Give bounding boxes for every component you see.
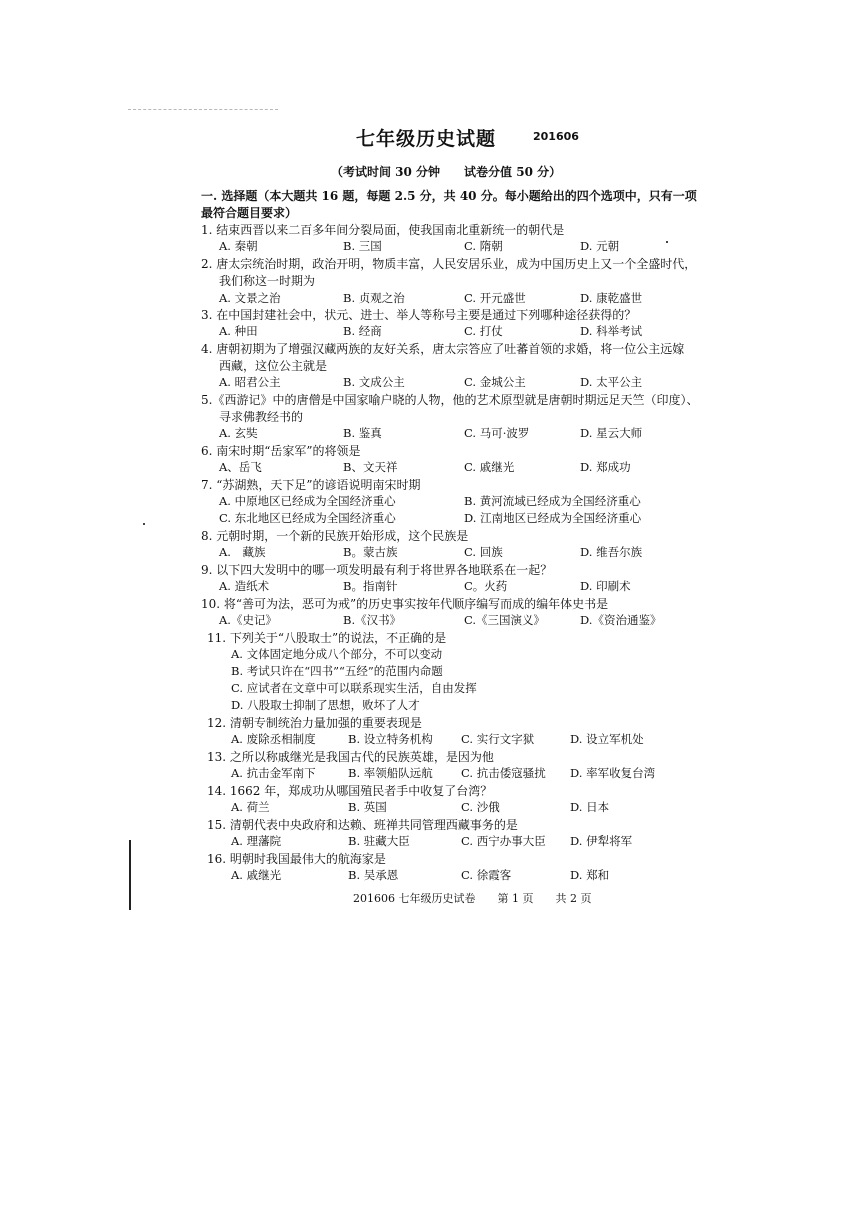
- question-1: 1. 结束西晋以来二百多年间分裂局面，使我国南北重新统一的朝代是: [201, 223, 565, 237]
- question-9: 9. 以下四大发明中的哪一项发明最有利于将世界各地联系在一起？: [201, 563, 553, 577]
- q6-option-a: A、岳飞: [219, 460, 262, 474]
- q12-option-b: B. 设立特务机构: [348, 732, 433, 746]
- q5-option-c: C. 马可·波罗: [464, 426, 530, 440]
- page-footer: 201606 七年级历史试卷 第 1 页 共 2 页: [353, 892, 592, 905]
- section-heading: 一. 选择题（本大题共 16 题，每题 2.5 分，共 40 分。每小题给出的四个选项中，只有一项: [201, 189, 697, 203]
- scan-edge-top: [128, 109, 278, 110]
- q14-option-b: B. 英国: [348, 800, 387, 814]
- q6-option-c: C. 戚继光: [464, 460, 515, 474]
- q2-option-c: C. 开元盛世: [464, 291, 526, 305]
- question-16: 16. 明朝时我国最伟大的航海家是: [207, 852, 386, 866]
- question-10: 10. 将“善可为法，恶可为戒”的历史事实按年代顺序编写而成的编年体史书是: [201, 597, 609, 611]
- question-7: 7. “苏湖熟，天下足”的谚语说明南宋时期: [201, 478, 421, 492]
- q11-option-d: D. 八股取士抑制了思想，败坏了人才: [231, 698, 420, 712]
- q9-option-a: A. 造纸术: [219, 579, 270, 593]
- q10-option-c: C.《三国演义》: [464, 613, 546, 627]
- question-5-cont: 寻求佛教经书的: [219, 410, 304, 424]
- q7-option-b: B. 黄河流域已经成为全国经济重心: [464, 494, 641, 508]
- scan-edge-left: [129, 840, 131, 910]
- section-heading-cont: 最符合题目要求）: [201, 206, 298, 220]
- q8-option-c: C. 回族: [464, 545, 503, 559]
- q12-option-a: A. 废除丞相制度: [231, 732, 316, 746]
- q9-option-c: C。火药: [464, 579, 508, 593]
- q6-option-b: B、文天祥: [343, 460, 398, 474]
- q4-option-a: A. 昭君公主: [219, 375, 281, 389]
- q4-option-b: B. 文成公主: [343, 375, 405, 389]
- q15-option-a: A. 理藩院: [231, 834, 282, 848]
- exam-info: （考试时间 30 分钟 试卷分值 50 分）: [331, 165, 562, 179]
- q12-option-c: C. 实行文字狱: [461, 732, 535, 746]
- q6-option-d: D. 郑成功: [580, 460, 631, 474]
- q13-option-a: A. 抗击金军南下: [231, 766, 316, 780]
- question-11: 11. 下列关于“八股取士”的说法，不正确的是: [207, 631, 447, 645]
- q9-option-b: B。指南针: [343, 579, 398, 593]
- question-15: 15. 清朝代表中央政府和达赖、班禅共同管理西藏事务的是: [207, 818, 518, 832]
- q3-option-b: B. 经商: [343, 324, 382, 338]
- q8-option-a: A. 藏族: [219, 545, 266, 559]
- q14-option-d: D. 日本: [570, 800, 610, 814]
- q12-option-d: D. 设立军机处: [570, 732, 644, 746]
- q1-option-c: C. 隋朝: [464, 239, 503, 253]
- page-title: 七年级历史试题: [356, 128, 497, 150]
- q5-option-a: A. 玄奘: [219, 426, 258, 440]
- q11-option-b: B. 考试只许在“四书”“五经”的范围内命题: [231, 664, 443, 678]
- q7-option-a: A. 中原地区已经成为全国经济重心: [219, 494, 396, 508]
- question-4-cont: 西藏，这位公主就是: [219, 359, 328, 373]
- scan-speck: [143, 523, 145, 525]
- q1-option-b: B. 三国: [343, 239, 382, 253]
- q11-option-a: A. 文体固定地分成八个部分，不可以变动: [231, 647, 443, 661]
- q10-option-b: B.《汉书》: [343, 613, 402, 627]
- q5-option-b: B. 鉴真: [343, 426, 382, 440]
- q11-option-c: C. 应试者在文章中可以联系现实生活，自由发挥: [231, 681, 477, 695]
- q13-option-d: D. 率军收复台湾: [570, 766, 656, 780]
- scan-speck: [666, 241, 668, 243]
- q3-option-a: A. 种田: [219, 324, 258, 338]
- q2-option-d: D. 康乾盛世: [580, 291, 643, 305]
- q13-option-c: C. 抗击倭寇骚扰: [461, 766, 546, 780]
- q3-option-d: D. 科举考试: [580, 324, 643, 338]
- q15-option-b: B. 驻藏大臣: [348, 834, 410, 848]
- q13-option-b: B. 率领船队远航: [348, 766, 433, 780]
- question-6: 6. 南宋时期“岳家军”的将领是: [201, 444, 361, 458]
- q5-option-d: D. 星云大师: [580, 426, 643, 440]
- q1-option-a: A. 秦朝: [219, 239, 258, 253]
- q8-option-b: B。蒙古族: [343, 545, 398, 559]
- q16-option-b: B. 吴承恩: [348, 868, 399, 882]
- q7-option-d: D. 江南地区已经成为全国经济重心: [464, 511, 642, 525]
- q1-option-d: D. 元朝: [580, 239, 620, 253]
- q3-option-c: C. 打仗: [464, 324, 503, 338]
- question-12: 12. 清朝专制统治力量加强的重要表现是: [207, 716, 422, 730]
- q7-option-c: C. 东北地区已经成为全国经济重心: [219, 511, 396, 525]
- q14-option-c: C. 沙俄: [461, 800, 500, 814]
- question-4: 4. 唐朝初期为了增强汉藏两族的友好关系，唐太宗答应了吐蕃首领的求婚，将一位公主远嫁: [201, 342, 685, 356]
- q16-option-d: D. 郑和: [570, 868, 610, 882]
- question-14: 14. 1662 年，郑成功从哪国殖民者手中收复了台湾？: [207, 784, 493, 798]
- q4-option-d: D. 太平公主: [580, 375, 643, 389]
- q10-option-d: D.《资治通鉴》: [580, 613, 662, 627]
- q14-option-a: A. 荷兰: [231, 800, 270, 814]
- question-5: 5.《西游记》中的唐僧是中国家喻户晓的人物，他的艺术原型就是唐朝时期远足天竺（印度）、: [201, 393, 699, 407]
- q8-option-d: D. 维吾尔族: [580, 545, 643, 559]
- q16-option-a: A. 戚继光: [231, 868, 282, 882]
- exam-code: 201606: [533, 130, 579, 143]
- question-2-cont: 我们称这一时期为: [219, 274, 316, 288]
- question-8: 8. 元朝时期，一个新的民族开始形成，这个民族是: [201, 529, 469, 543]
- q4-option-c: C. 金城公主: [464, 375, 526, 389]
- q15-option-d: D. 伊犁将军: [570, 834, 633, 848]
- q15-option-c: C. 西宁办事大臣: [461, 834, 546, 848]
- question-13: 13. 之所以称戚继光是我国古代的民族英雄，是因为他: [207, 750, 494, 764]
- question-2: 2. 唐太宗统治时期，政治开明，物质丰富，人民安居乐业，成为中国历史上又一个全盛时代，: [201, 257, 697, 271]
- q2-option-b: B. 贞观之治: [343, 291, 405, 305]
- q2-option-a: A. 文景之治: [219, 291, 281, 305]
- q10-option-a: A.《史记》: [219, 613, 277, 627]
- q9-option-d: D. 印刷术: [580, 579, 631, 593]
- q16-option-c: C. 徐霞客: [461, 868, 512, 882]
- question-3: 3. 在中国封建社会中，状元、进士、举人等称号主要是通过下列哪种途径获得的？: [201, 308, 637, 322]
